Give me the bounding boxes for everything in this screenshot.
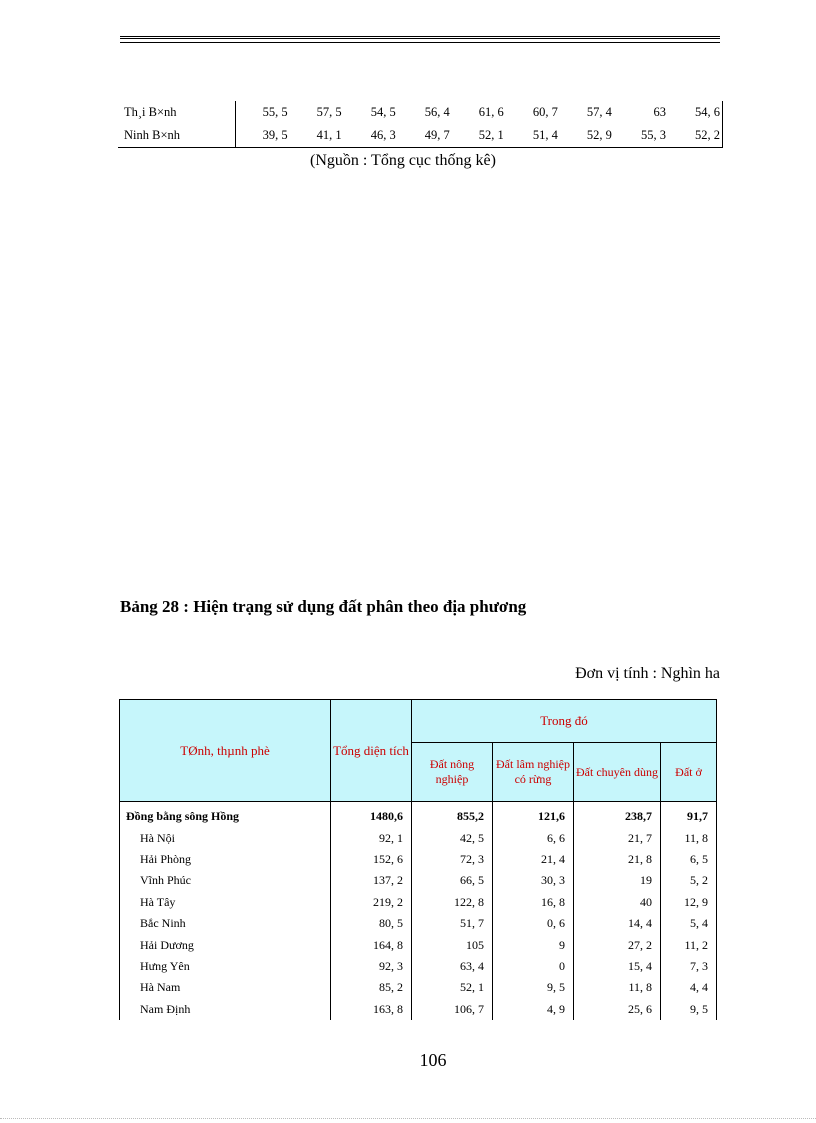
table-row	[118, 124, 723, 148]
row-label: Hà Nội	[120, 827, 331, 848]
table-cell: 49, 7	[398, 124, 452, 148]
table-cell: 12, 9	[661, 892, 717, 913]
table-cell: 164, 8	[331, 934, 412, 955]
table-row	[120, 934, 717, 955]
table-cell: 4, 9	[493, 999, 574, 1020]
table-row	[120, 913, 717, 934]
header-rule	[120, 36, 720, 39]
table-cell: 15, 4	[574, 956, 661, 977]
header-forest-land: Đất lâm nghiệp có rừng	[493, 743, 574, 802]
table-cell: 7, 3	[661, 956, 717, 977]
table-row	[120, 977, 717, 998]
table-cell: 19	[574, 870, 661, 891]
table-title: Bảng 28 : Hiện trạng sử dụng đất phân theo địa phương	[120, 597, 527, 616]
table-cell: 11, 8	[661, 827, 717, 848]
table-cell: 6, 5	[661, 849, 717, 870]
table-cell: 9	[493, 934, 574, 955]
table-cell: 63, 4	[412, 956, 493, 977]
table-cell: 41, 1	[290, 124, 344, 148]
table-cell: 54, 5	[370, 105, 396, 119]
table-cell: 1480,6	[331, 806, 412, 827]
table-cell: 91,7	[661, 806, 717, 827]
table-cell: 105	[412, 934, 493, 955]
table-cell: 137, 2	[331, 870, 412, 891]
header-residential-land: Đất ở	[661, 743, 717, 802]
table-cell: 5, 2	[661, 870, 717, 891]
row-label: Hà Tây	[120, 892, 331, 913]
header-rule-thin	[120, 42, 720, 43]
row-label: Hải Dương	[120, 934, 331, 955]
header-total-area: Tổng diện tích	[331, 700, 412, 802]
table-row	[120, 827, 717, 848]
table-cell: 63	[653, 105, 666, 119]
table-cell: 92, 1	[331, 827, 412, 848]
table-cell: 27, 2	[574, 934, 661, 955]
table-cell: 121,6	[493, 806, 574, 827]
row-label: Đồng bằng sông Hồng	[120, 806, 331, 827]
table-row	[120, 956, 717, 977]
table-row	[120, 999, 717, 1020]
row-label: Bắc Ninh	[120, 913, 331, 934]
table-cell: 238,7	[574, 806, 661, 827]
table-cell: 52, 1	[452, 124, 506, 148]
header-agricultural-land: Đất nông nghiệp	[412, 743, 493, 802]
header-special-use-land: Đất chuyên dùng	[574, 743, 661, 802]
table-cell: 61, 6	[478, 105, 504, 119]
table-cell: 9, 5	[661, 999, 717, 1020]
table-row	[120, 870, 717, 891]
table-cell: 5, 4	[661, 913, 717, 934]
row-label: Hải Phòng	[120, 849, 331, 870]
header-province: TØnh, thµnh phè	[120, 700, 331, 802]
table-cell: 11, 8	[574, 977, 661, 998]
table-cell: 152, 6	[331, 849, 412, 870]
table-cell: 55, 5	[262, 105, 288, 119]
table-cell: 57, 4	[586, 105, 612, 119]
page-edge	[0, 1118, 816, 1119]
row-label: Ninh B×nh	[118, 124, 235, 148]
table-cell: 39, 5	[235, 124, 290, 148]
table-cell: 56, 4	[424, 105, 450, 119]
table-cell: 14, 4	[574, 913, 661, 934]
table-cell: 106, 7	[412, 999, 493, 1020]
table-cell: 855,2	[412, 806, 493, 827]
table-cell: 40	[574, 892, 661, 913]
row-label: Hà Nam	[120, 977, 331, 998]
table-cell: 85, 2	[331, 977, 412, 998]
table-cell: 25, 6	[574, 999, 661, 1020]
table-cell: 57, 5	[316, 105, 342, 119]
page-number: 106	[419, 1050, 447, 1070]
table-cell: 52, 9	[560, 124, 614, 148]
table-cell: 21, 7	[574, 827, 661, 848]
table-cell: 9, 5	[493, 977, 574, 998]
table-row	[120, 806, 717, 827]
table-cell: 219, 2	[331, 892, 412, 913]
row-label: Th¸i B×nh	[118, 101, 235, 124]
table-cell: 4, 4	[661, 977, 717, 998]
land-use-table	[119, 699, 717, 1020]
table-cell: 60, 7	[532, 105, 558, 119]
row-label: Hưng Yên	[120, 956, 331, 977]
table-cell: 21, 4	[493, 849, 574, 870]
table-cell: 72, 3	[412, 849, 493, 870]
table-row	[118, 101, 723, 124]
source-note: (Nguồn : Tổng cục thống kê)	[310, 152, 496, 169]
table-row	[120, 849, 717, 870]
table-cell: 80, 5	[331, 913, 412, 934]
row-label: Nam Định	[120, 999, 331, 1020]
row-label: Vĩnh Phúc	[120, 870, 331, 891]
table-cell: 0	[493, 956, 574, 977]
header-of-which: Trong đó	[412, 700, 717, 743]
table-cell: 92, 3	[331, 956, 412, 977]
table-cell: 51, 4	[506, 124, 560, 148]
table-cell: 66, 5	[412, 870, 493, 891]
table-cell: 52, 2	[668, 124, 723, 148]
table-cell: 42, 5	[412, 827, 493, 848]
table-cell: 55, 3	[614, 124, 668, 148]
unit-label: Đơn vị tính : Nghìn ha	[575, 665, 720, 682]
continued-table	[118, 101, 723, 148]
table-cell: 11, 2	[661, 934, 717, 955]
table-cell: 21, 8	[574, 849, 661, 870]
table-cell: 6, 6	[493, 827, 574, 848]
table-cell: 51, 7	[412, 913, 493, 934]
table-cell: 46, 3	[344, 124, 398, 148]
table-cell: 54, 6	[668, 101, 723, 124]
table-cell: 0, 6	[493, 913, 574, 934]
table-cell: 30, 3	[493, 870, 574, 891]
table-cell: 122, 8	[412, 892, 493, 913]
table-cell: 16, 8	[493, 892, 574, 913]
table-row	[120, 892, 717, 913]
table-cell: 163, 8	[331, 999, 412, 1020]
table-cell: 52, 1	[412, 977, 493, 998]
